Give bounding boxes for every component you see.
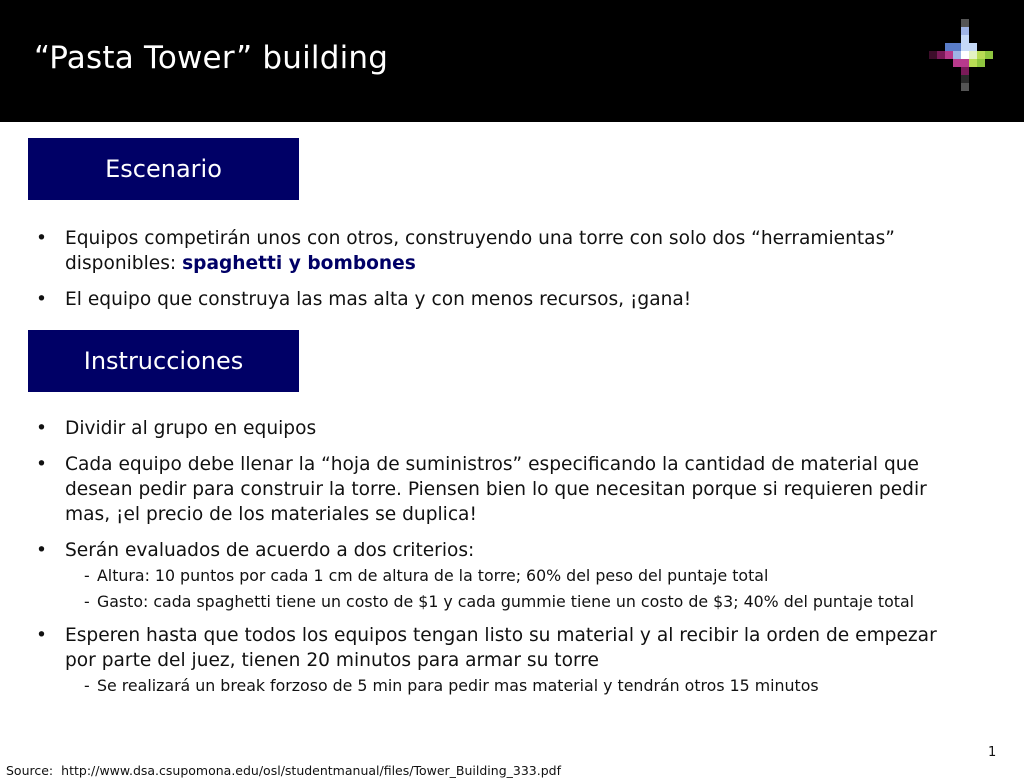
source-note [6, 763, 561, 778]
bullet-text: El equipo que construya las mas alta y con menos recursos, ¡gana! [65, 289, 692, 310]
bullet-text: Dividir al grupo en equipos [65, 418, 317, 439]
source-url: http://www.dsa.csupomona.edu/osl/studentmanual/files/Tower_Building_333.pdf [61, 763, 561, 778]
title-bar [0, 0, 1024, 122]
list-item [36, 287, 966, 312]
scenario-bullet-list [36, 226, 966, 323]
section-heading-label: Escenario [105, 155, 222, 183]
section-heading-instrucciones [28, 330, 299, 392]
bullet-text: Equipos competirán unos con otros, construyendo una torre con solo dos “herramientas” disponibles: [65, 228, 895, 274]
sub-item-text: Gasto: cada spaghetti tiene un costo de $1 y cada gummie tiene un costo de $3; 40% del puntaje total [97, 591, 915, 611]
sub-list [65, 565, 966, 612]
bullet-text: Serán evaluados de acuerdo a dos criterios: [65, 540, 475, 561]
pixel-cross-logo-icon [929, 19, 1001, 91]
bullet-text: Cada equipo debe llenar la “hoja de suministros” especificando la cantidad de material que desean pedir para construir la torre. Piensen bien lo que necesitan porque si requieren pedir mas, ¡el precio de los materiales se duplica! [65, 454, 927, 525]
sub-item-text: Altura: 10 puntos por cada 1 cm de altura de la torre; 60% del peso del puntaje total [97, 566, 769, 585]
list-item [36, 226, 966, 276]
sub-list [65, 675, 966, 697]
section-heading-label: Instrucciones [83, 347, 244, 375]
slide-title: “Pasta Tower” building [34, 40, 389, 76]
sub-list-item [65, 565, 966, 587]
sub-list-item [65, 675, 966, 697]
section-heading-escenario [28, 138, 299, 200]
list-item [36, 416, 966, 441]
bullet-text: Esperen hasta que todos los equipos tengan listo su material y al recibir la orden de empezar por parte del juez, tienen 20 minutos para armar su torre [65, 625, 937, 671]
highlight-text: spaghetti y bombones [182, 253, 416, 274]
sub-item-text: Se realizará un break forzoso de 5 min para pedir mas material y tendrán otros 15 minutos [97, 676, 819, 695]
page-number: 1 [988, 745, 997, 760]
list-item [36, 623, 966, 697]
list-item [36, 538, 966, 612]
instructions-bullet-list [36, 416, 966, 708]
list-item [36, 452, 966, 527]
sub-list-item [65, 591, 966, 613]
source-label: Source: [6, 763, 54, 778]
